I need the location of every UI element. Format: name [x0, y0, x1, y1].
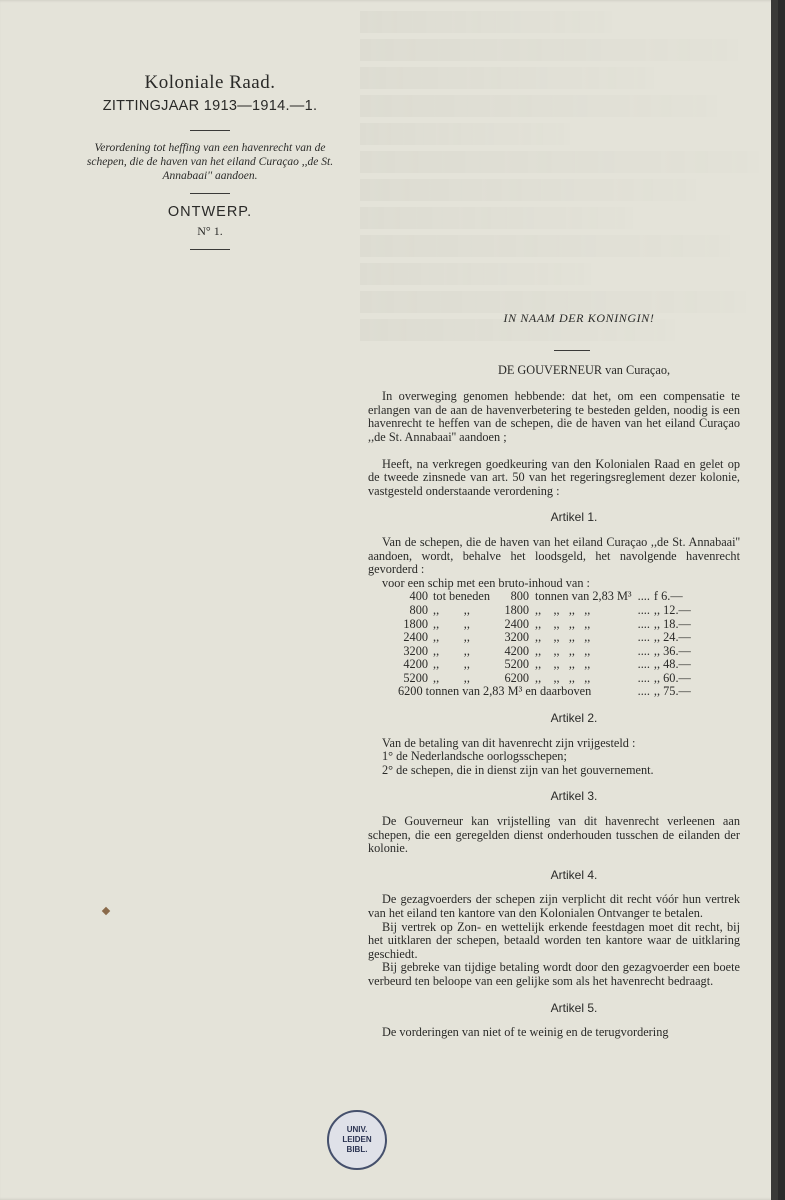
tariff-dots: .... — [637, 643, 650, 658]
article-text: De vorderingen van niet of te weinig en de terugvordering — [382, 1025, 669, 1040]
tariff-row — [398, 604, 691, 618]
exemption-item: 2° de schepen, die in dienst zijn van het gouvernement. — [382, 762, 654, 777]
tariff-unit: ,, ,, ,, ,, — [535, 670, 591, 685]
tariff-dots: .... — [637, 589, 650, 604]
tariff-dots: .... — [637, 684, 650, 699]
article-text: De Gouverneur kan vrijstelling van dit havenrecht verleenen aan schepen, die een geregelden dienst onderhouden tusschen de eilanden der kolonie. — [368, 814, 740, 856]
tariff-from: 1800 — [403, 616, 428, 631]
tariff-connector: tot beneden — [433, 589, 491, 604]
tariff-lead: voor een schip met een bruto-inhoud van : — [382, 575, 590, 590]
divider — [190, 193, 230, 194]
tariff-table — [398, 590, 691, 699]
tariff-to: 2400 — [504, 616, 530, 631]
tariff-connector: ,, ,, — [433, 670, 470, 685]
stamp-line: BIBL. — [346, 1145, 368, 1154]
tariff-connector: ,, ,, — [433, 630, 470, 645]
invocation: IN NAAM DER KONINGIN! — [503, 311, 655, 325]
article-heading: Artikel 5. — [550, 1000, 598, 1015]
tariff-row — [398, 590, 691, 604]
tariff-amount: ,, 75.— — [653, 684, 691, 699]
article-text: De gezagvoerders der schepen zijn verplicht dit recht vóór hun vertrek van het eiland ten kantore van den Kolonialen Ontvanger te betalen. — [368, 892, 740, 920]
tariff-amount: ,, 12.— — [653, 602, 691, 617]
article-heading: Artikel 4. — [550, 867, 598, 882]
tariff-row — [398, 645, 691, 659]
tariff-to: 800 — [510, 589, 530, 604]
tariff-connector: ,, ,, — [433, 616, 470, 631]
tariff-from: 4200 — [403, 657, 428, 672]
preamble-paragraph: Heeft, na verkregen goedkeuring van den Kolonialen Raad en gelet op de tweede zinsnede van art. 50 van het regeringsreglement dezer kolonie, vastgesteld onderstaande verordening : — [368, 456, 740, 498]
tariff-from: 400 — [409, 589, 428, 604]
tariff-from: 800 — [409, 602, 428, 617]
tariff-amount: ,, 18.— — [653, 616, 691, 631]
tariff-row — [398, 672, 691, 686]
tariff-unit: ,, ,, ,, ,, — [535, 616, 591, 631]
tariff-from: 3200 — [403, 643, 428, 658]
page-edge — [771, 0, 778, 1200]
tariff-connector: ,, ,, — [433, 643, 470, 658]
preamble-paragraph: In overweging genomen hebbende: dat het, om een compensatie te erlangen van de aan de havenverbetering te besteden gelden, noodig is een havenrecht te heffen van de schepen, die de haven van het eiland Curaçao ,,de St. Annabaai'' aandoen ; — [368, 389, 740, 444]
ink-mark — [102, 907, 110, 915]
governor-heading: DE GOUVERNEUR van Curaçao, — [497, 362, 671, 377]
tariff-amount: ,, 36.— — [653, 643, 691, 658]
tariff-row — [398, 631, 691, 645]
session-title: ZITTINGJAAR 1913—1914.—1. — [102, 98, 318, 114]
draft-label: ONTWERP. — [167, 204, 253, 220]
tariff-unit: ,, ,, ,, ,, — [535, 643, 591, 658]
stamp-line: LEIDEN — [342, 1135, 372, 1144]
article-heading: Artikel 1. — [550, 510, 598, 525]
tariff-dots: .... — [637, 657, 650, 672]
ordinance-description: Verordening tot heffing van een havenrecht van de schepen, die de haven van het eiland Curaçao ,,de St. Annabaai'' aandoen. — [86, 142, 334, 182]
tariff-amount: ,, 60.— — [653, 670, 691, 685]
tariff-unit: ,, ,, ,, ,, — [535, 630, 591, 645]
tariff-amount: ,, 24.— — [653, 630, 691, 645]
ordinance-body — [368, 312, 740, 1040]
tariff-connector: ,, ,, — [433, 602, 470, 617]
tariff-dots: .... — [637, 616, 650, 631]
tariff-from: 2400 — [403, 630, 428, 645]
article-text: Bij gebreke van tijdige betaling wordt door den gezagvoerder een boete verbeurd ten beloope van een gelijke som als het havenrecht bedraagt. — [368, 960, 740, 988]
divider — [190, 130, 230, 131]
divider — [190, 249, 230, 250]
council-title: Koloniale Raad. — [144, 72, 276, 93]
document-number: N° 1. — [197, 224, 223, 238]
divider — [554, 350, 590, 351]
article-text: Van de schepen, die de haven van het eiland Curaçao ,,de St. Annabaai'' aandoen, wordt, behalve het loodsgeld, het navolgende havenrecht gevorderd : — [368, 534, 740, 577]
stamp-line: UNIV. — [346, 1125, 368, 1134]
tariff-row — [398, 685, 691, 699]
tariff-to: 5200 — [504, 657, 530, 672]
tariff-row — [398, 658, 691, 672]
tariff-unit: ,, ,, ,, ,, — [535, 657, 591, 672]
article-heading: Artikel 2. — [550, 711, 598, 726]
tariff-to: 3200 — [504, 630, 530, 645]
article-text: Van de betaling van dit havenrecht zijn vrijgesteld : — [382, 735, 636, 750]
tariff-connector: ,, ,, — [433, 657, 470, 672]
tariff-amount: ,, 48.— — [653, 657, 691, 672]
tariff-row — [398, 618, 691, 632]
tariff-to: 1800 — [504, 602, 530, 617]
library-stamp — [327, 1110, 387, 1170]
article-text: Bij vertrek op Zon- en wettelijk erkende feestdagen moet dit recht, bij het uitklaren der schepen, betaald worden ten kantore waar de uitklaring geschiedt. — [368, 919, 740, 961]
tariff-amount: f 6.— — [653, 589, 683, 604]
exemption-item: 1° de Nederlandsche oorlogsschepen; — [382, 749, 567, 764]
tariff-to: 4200 — [504, 643, 530, 658]
tariff-unit: tonnen van 2,83 M³ — [535, 589, 632, 604]
tariff-to: 6200 — [504, 670, 530, 685]
tariff-last-range: 6200 tonnen van 2,83 M³ en daarboven — [398, 684, 592, 699]
header-block — [70, 70, 350, 260]
tariff-dots: .... — [637, 602, 650, 617]
tariff-dots: .... — [637, 670, 650, 685]
tariff-unit: ,, ,, ,, ,, — [535, 602, 591, 617]
tariff-dots: .... — [637, 630, 650, 645]
article-heading: Artikel 3. — [550, 789, 598, 804]
tariff-from: 5200 — [403, 670, 428, 685]
